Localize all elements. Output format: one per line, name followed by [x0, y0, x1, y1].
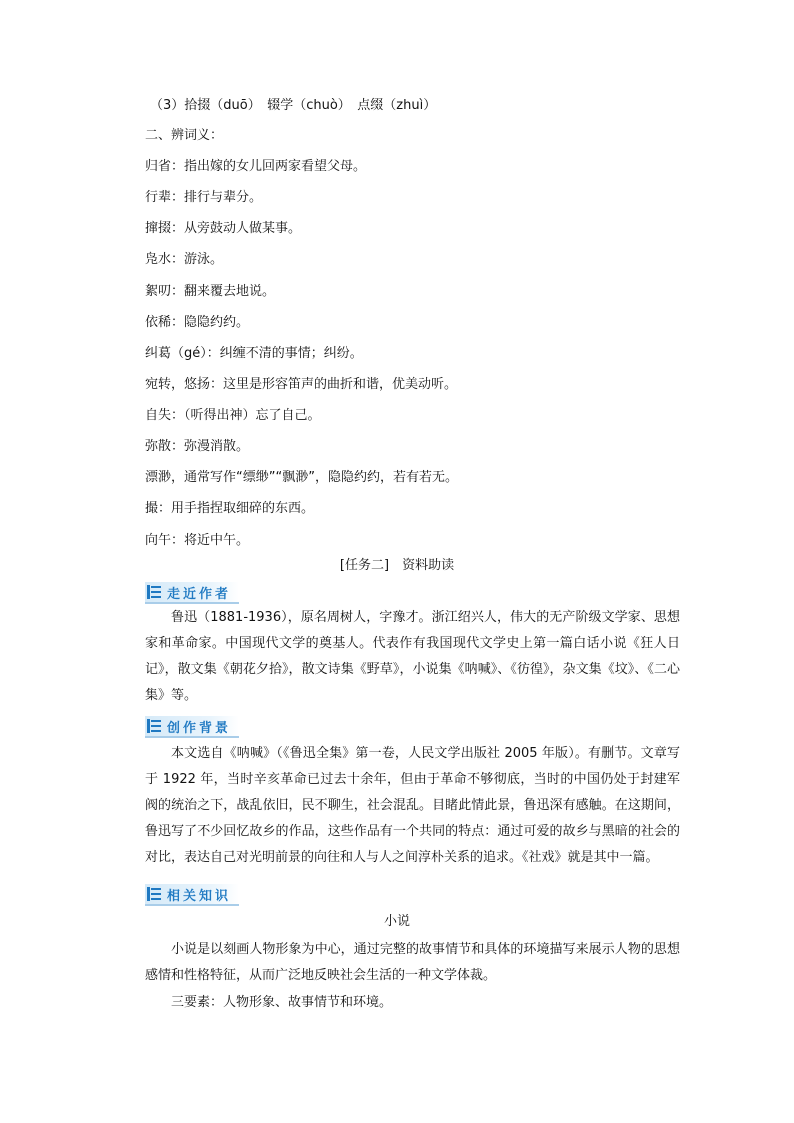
definition-item: 絮叨：翻来覆去地说。	[145, 284, 276, 299]
definition-item: 凫水：游泳。	[145, 252, 224, 267]
knowledge-paragraph: 小说是以刻画人物形象为中心，通过完整的故事情节和具体的环境描写来展示人物的思想感情和性格特征，从而广泛地反映社会生活的一种文学体裁。	[145, 942, 680, 983]
pronunciation-line: （3）拾掇（duō） 辍学（chuò） 点缀（zhuì）	[150, 98, 437, 113]
definition-item: 漂渺，通常写作“缥缈”“飘渺”，隐隐约约，若有若无。	[145, 470, 458, 485]
definition-item: 纠葛（gé）：纠缠不清的事情；纠纷。	[145, 346, 363, 361]
section-label: 走近作者	[167, 586, 232, 602]
section-header-background	[145, 716, 239, 738]
list-icon	[147, 887, 161, 901]
definition-item: 弥散：弥漫消散。	[145, 439, 250, 454]
definition-item: 撮：用手指捏取细碎的东西。	[145, 501, 315, 516]
background-paragraph: 本文选自《呐喊》（《鲁迅全集》第一卷，人民文学出版社 2005 年版）。有删节。文章写于 1922 年，当时辛亥革命已过去十余年，但由于革命不够彻底，当时的中国仍处于封建军阀的统治之下，战乱依旧，民不聊生，社会混乱。目睹此情此景，鲁迅深有感触。在这期间，鲁迅写了不少回忆故乡的作品，这些作品有一个共同的特点：通过可爱的故乡与黑暗的社会的对比，表达自己对光明前景的向往和人与人之间淳朴关系的追求。《社戏》就是其中一篇。	[145, 746, 680, 865]
definition-item: 依稀：隐隐约约。	[145, 315, 250, 330]
definition-item: 撺掇：从旁鼓动人做某事。	[145, 221, 302, 236]
section-two-title: 二、辨词义：	[145, 128, 224, 143]
section-label: 相关知识	[167, 888, 232, 904]
task-title: [任务二] 资料助读	[339, 558, 455, 573]
definition-item: 向午：将近中午。	[145, 533, 250, 548]
section-header-knowledge	[145, 884, 239, 906]
list-icon	[147, 585, 161, 599]
definition-item: 自失：（听得出神）忘了自己。	[145, 408, 321, 423]
section-header-author	[145, 582, 239, 604]
definition-item: 行辈：排行与辈分。	[145, 190, 263, 205]
section-label: 创作背景	[167, 720, 232, 736]
knowledge-elements: 三要素：人物形象、故事情节和环境。	[171, 995, 393, 1010]
knowledge-subtitle: 小说	[383, 914, 410, 929]
definition-item: 归省：指出嫁的女儿回两家看望父母。	[145, 159, 367, 174]
list-icon	[147, 719, 161, 733]
definition-item: 宛转，悠扬：这里是形容笛声的曲折和谐，优美动听。	[145, 377, 458, 392]
author-paragraph: 鲁迅（1881-1936），原名周树人，字豫才。浙江绍兴人，伟大的无产阶级文学家、思想家和革命家。中国现代文学的奠基人。代表作有我国现代文学史上第一篇白话小说《狂人日记》，散文集《朝花夕拾》，散文诗集《野草》，小说集《呐喊》、《彷徨》，杂文集《坟》、《二心集》等。	[145, 610, 680, 703]
